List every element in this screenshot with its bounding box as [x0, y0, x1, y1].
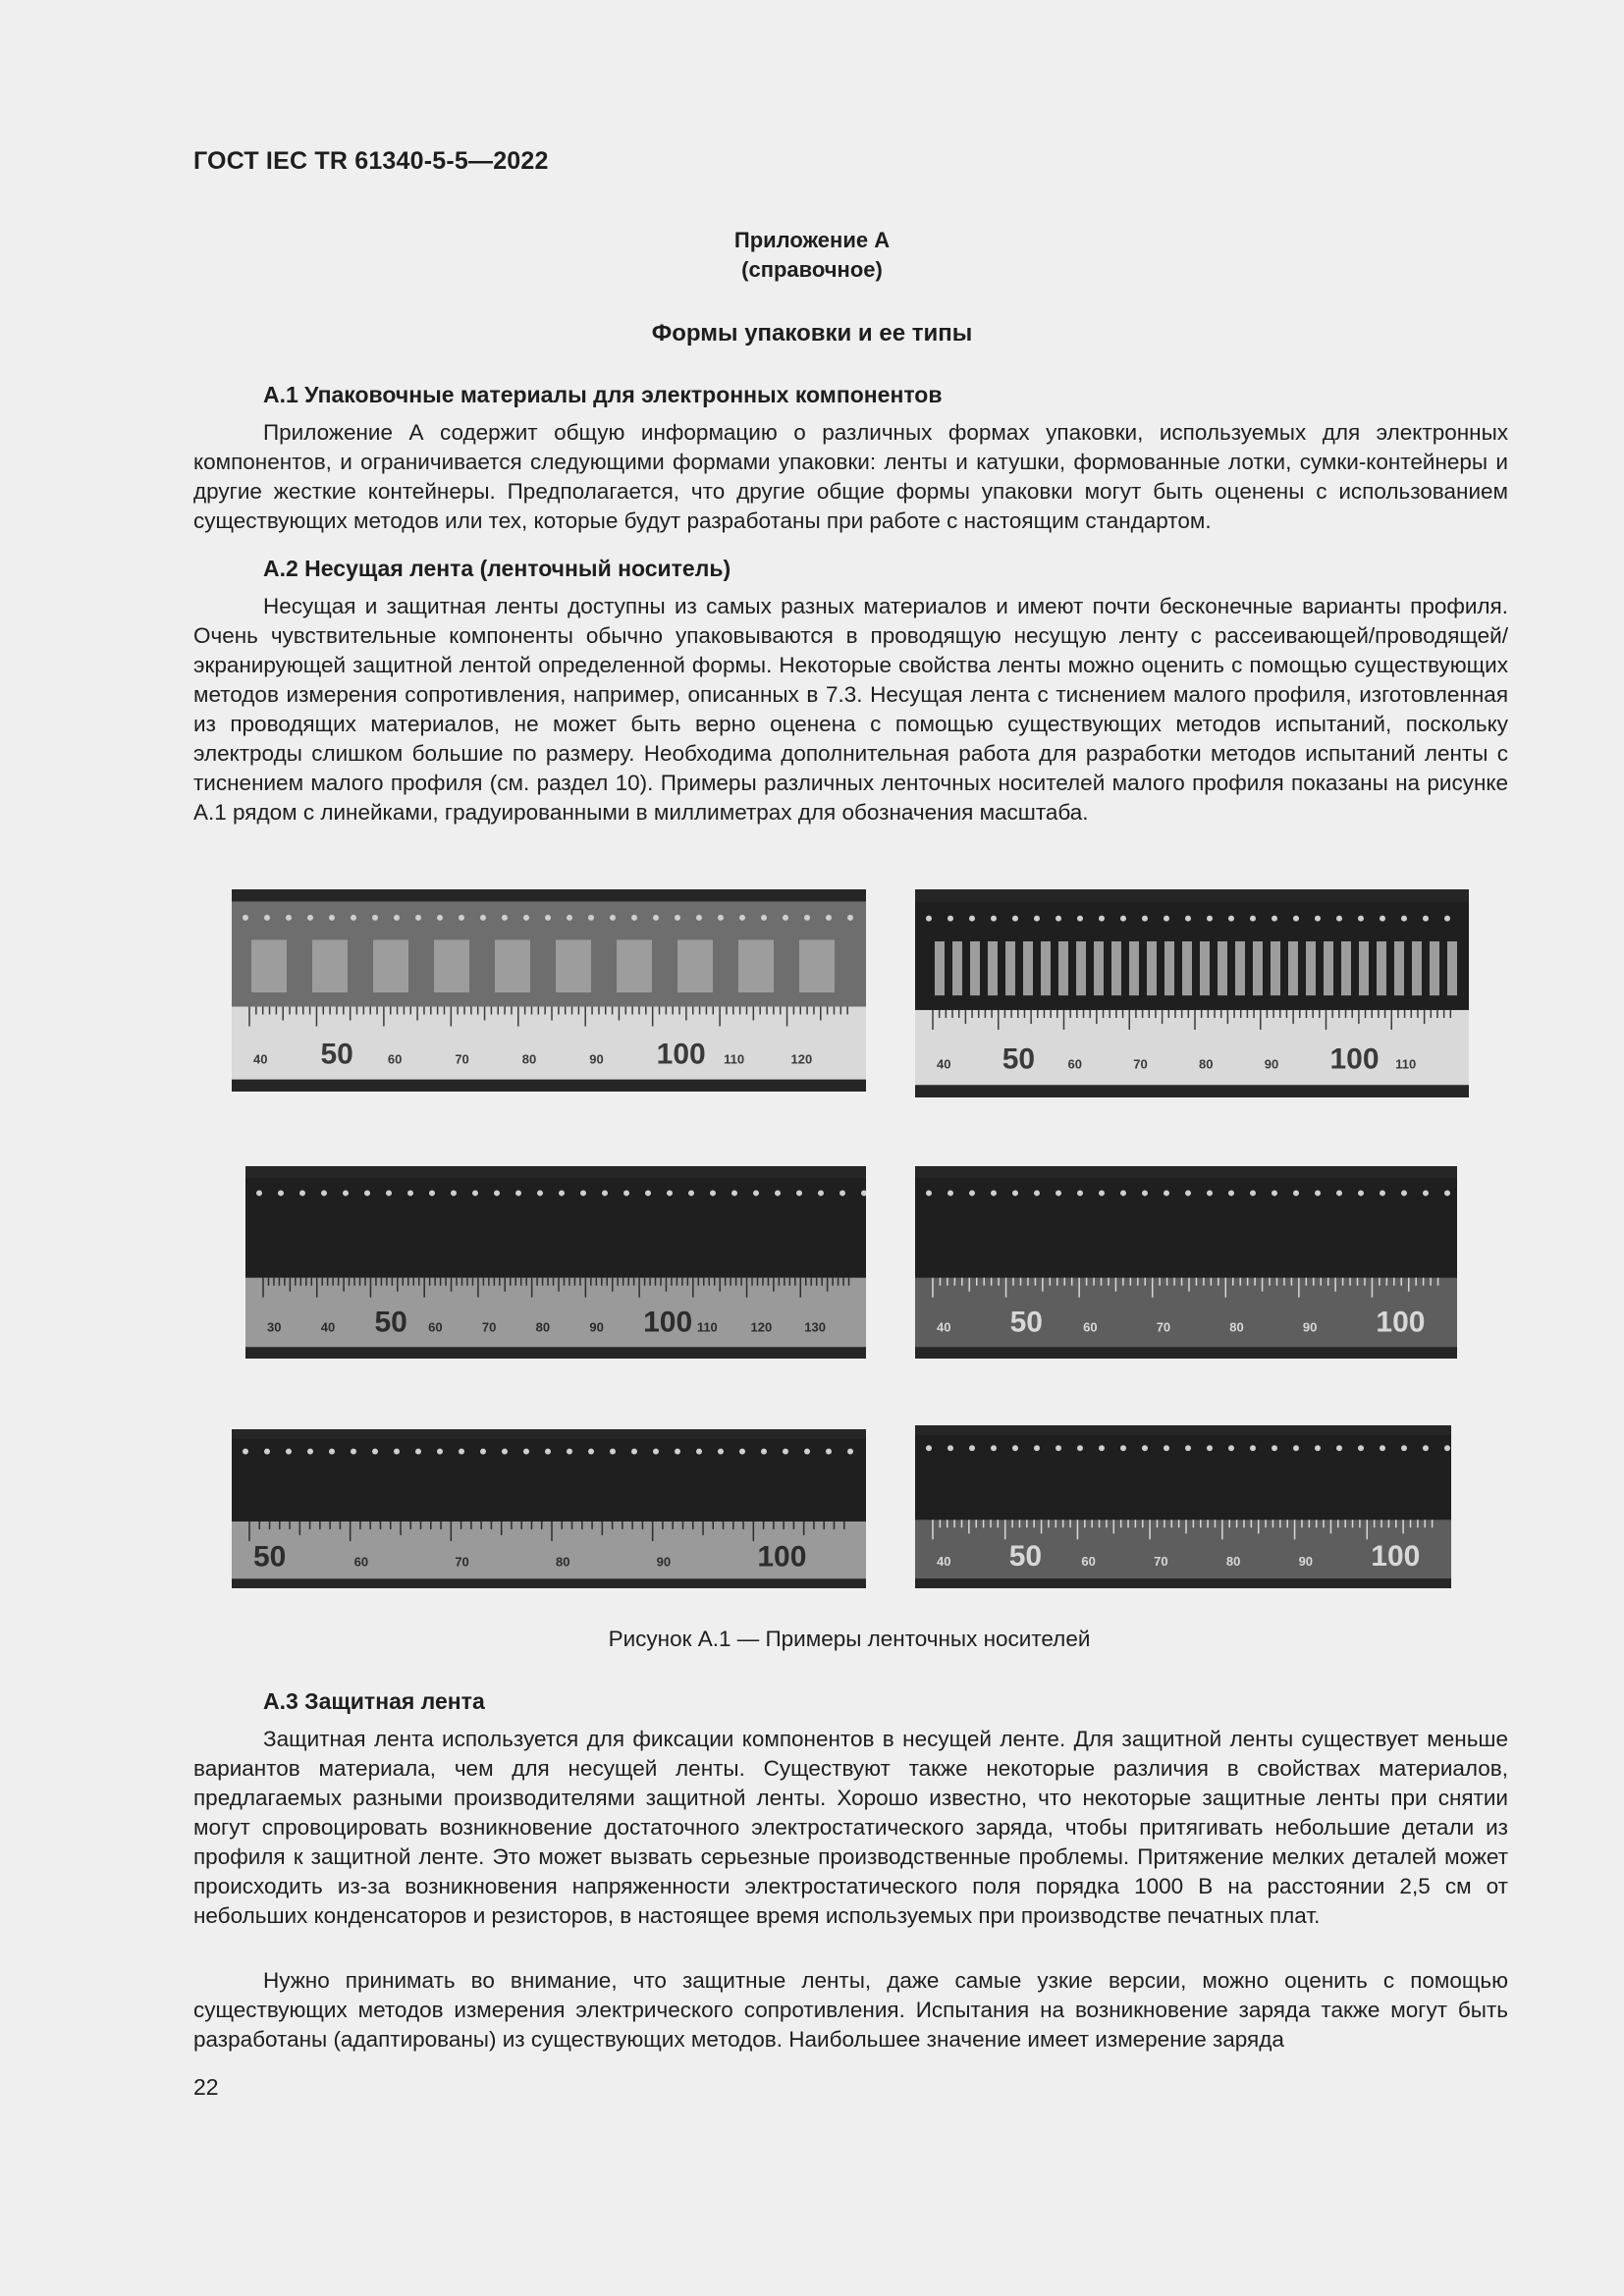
- sprocket-hole: [437, 915, 443, 921]
- ruler-label: 80: [556, 1554, 570, 1570]
- sprocket-hole: [1142, 1445, 1148, 1451]
- section-a3-heading: А.3 Защитная лента: [263, 1688, 485, 1714]
- sprocket-hole: [278, 1190, 284, 1196]
- component-pocket: [251, 940, 287, 993]
- sprocket-hole: [243, 915, 248, 921]
- sprocket-hole: [969, 916, 975, 922]
- sprocket-hole: [1336, 916, 1342, 922]
- sprocket-hole: [1315, 1190, 1321, 1196]
- ruler-label: 80: [535, 1319, 551, 1335]
- sprocket-hole: [1034, 1445, 1040, 1451]
- ruler-label: 80: [521, 1051, 537, 1067]
- sprocket-hole: [451, 1190, 457, 1196]
- section-a3-text-1: Защитная лента используется для фиксации компонентов в несущей ленте. Для защитной ленты существует меньше вариантов материала, чем для несущей ленты. Существуют также некоторые различия в свойствах материалов, предлагаемых разными производителями защитной ленты. Хорошо известно, что некоторые защитные ленты при снятии могут спровоцировать возникновение достаточного электростатического заряда, чтобы притягивать небольшие детали из профиля к защитной ленте. Это может вызвать серьезные производственные проблемы. Притяжение мелких деталей может происходить из-за возникновения напряженности электростатического поля порядка 1000 В на расстоянии 2,5 см от небольших конденсаторов и резисторов, в настоящее время используемых при производстве печатных плат.: [193, 1727, 1508, 1928]
- section-a2-heading: А.2 Несущая лента (ленточный носитель): [263, 556, 731, 581]
- sprocket-hole: [415, 915, 421, 921]
- sprocket-hole: [437, 1449, 443, 1455]
- sprocket-hole: [631, 915, 637, 921]
- component-pocket: [1271, 941, 1280, 995]
- sprocket-hole: [847, 1449, 853, 1455]
- ruler-label: 100: [1371, 1539, 1421, 1573]
- ruler-label: 40: [937, 1056, 951, 1072]
- sprocket-hole: [1056, 1445, 1061, 1451]
- ruler-label: 60: [353, 1554, 369, 1570]
- ruler-label: 40: [937, 1553, 951, 1569]
- sprocket-hole: [991, 916, 997, 922]
- sprocket-hole: [667, 1190, 673, 1196]
- sprocket-hole: [502, 1449, 508, 1455]
- sprocket-hole: [653, 915, 659, 921]
- ruler-label: 50: [1009, 1306, 1043, 1339]
- tape-photo-1: [232, 889, 866, 1092]
- sprocket-hole: [947, 1445, 953, 1451]
- ruler-label: 90: [1302, 1319, 1318, 1335]
- section-a3-text-2: Нужно принимать во внимание, что защитные ленты, даже самые узкие версии, можно оценить с помощью существующих методов измерения электрического сопротивления. Испытания на возникновение заряда также могут быть разработаны (адаптированы) из существующих методов. Наибольшее значение имеет измерение заряда: [193, 1968, 1508, 2052]
- sprocket-hole: [1120, 1190, 1126, 1196]
- sprocket-hole: [1077, 916, 1083, 922]
- sprocket-hole: [610, 915, 616, 921]
- component-pocket: [1253, 941, 1263, 995]
- component-pocket: [1094, 941, 1104, 995]
- sprocket-hole: [1272, 1445, 1277, 1451]
- ruler-label: 40: [253, 1051, 268, 1067]
- sprocket-hole: [321, 1190, 327, 1196]
- sprocket-hole: [1185, 1445, 1191, 1451]
- sprocket-hole: [1164, 1190, 1169, 1196]
- sprocket-hole: [1401, 1445, 1407, 1451]
- sprocket-hole: [1207, 1190, 1213, 1196]
- sprocket-hole: [1056, 916, 1061, 922]
- sprocket-hole: [739, 915, 745, 921]
- sprocket-hole: [329, 1449, 335, 1455]
- component-pocket: [1076, 941, 1086, 995]
- sprocket-hole: [351, 1449, 356, 1455]
- sprocket-hole: [480, 915, 486, 921]
- sprocket-hole: [761, 1449, 767, 1455]
- sprocket-hole: [969, 1190, 975, 1196]
- sprocket-hole: [739, 1449, 745, 1455]
- sprocket-hole: [1142, 1190, 1148, 1196]
- component-pocket: [1447, 941, 1457, 995]
- appendix-heading: Формы упаковки и ее типы: [651, 320, 973, 347]
- sprocket-hole: [472, 1190, 478, 1196]
- component-pocket: [1430, 941, 1439, 995]
- sprocket-hole: [1423, 916, 1429, 922]
- ruler-label: 60: [1067, 1056, 1082, 1072]
- sprocket-hole: [1293, 1445, 1299, 1451]
- component-pocket: [1111, 941, 1121, 995]
- sprocket-hole: [1228, 1445, 1234, 1451]
- sprocket-hole: [523, 1449, 529, 1455]
- sprocket-hole: [675, 1449, 680, 1455]
- sprocket-hole: [580, 1190, 586, 1196]
- sprocket-hole: [545, 915, 551, 921]
- component-pocket: [988, 941, 998, 995]
- sprocket-hole: [415, 1449, 421, 1455]
- component-pocket: [1005, 941, 1015, 995]
- sprocket-hole: [1250, 1190, 1256, 1196]
- sprocket-hole: [796, 1190, 802, 1196]
- sprocket-hole: [394, 915, 400, 921]
- sprocket-hole: [372, 915, 378, 921]
- component-pocket: [1288, 941, 1298, 995]
- sprocket-hole: [1099, 916, 1105, 922]
- sprocket-hole: [688, 1190, 694, 1196]
- component-pocket: [434, 940, 469, 993]
- ruler-label: 50: [1008, 1539, 1043, 1573]
- sprocket-hole: [459, 1449, 464, 1455]
- sprocket-hole: [818, 1190, 824, 1196]
- sprocket-hole: [459, 915, 464, 921]
- component-pocket: [1218, 941, 1227, 995]
- component-pocket: [799, 940, 835, 993]
- document-code: ГОСТ IEC TR 61340-5-5—2022: [193, 147, 549, 175]
- component-pocket: [1023, 941, 1033, 995]
- sprocket-hole: [1444, 1445, 1450, 1451]
- section-a1-text: Приложение А содержит общую информацию о различных формах упаковки, используемых для электронных компонентов, и ограничивается следующими формами упаковки: ленты и катушки, формованные лотки, сумки-контейнеры и другие жесткие контейнеры. Предполагается, что другие общие формы упаковки могут быть оценены с использованием существующих методов или тех, которые будут разработаны при работе с настоящим стандартом.: [193, 420, 1508, 533]
- component-pocket: [1394, 941, 1404, 995]
- ruler-label: 40: [937, 1319, 951, 1335]
- sprocket-hole: [494, 1190, 500, 1196]
- sprocket-hole: [645, 1190, 651, 1196]
- ruler-label: 50: [1001, 1042, 1036, 1076]
- sprocket-hole: [1207, 916, 1213, 922]
- ruler-label: 70: [1133, 1056, 1148, 1072]
- sprocket-hole: [1272, 916, 1277, 922]
- sprocket-hole: [307, 915, 313, 921]
- sprocket-hole: [243, 1449, 248, 1455]
- section-a1-heading: А.1 Упаковочные материалы для электронных компонентов: [263, 382, 943, 407]
- sprocket-hole: [1077, 1445, 1083, 1451]
- sprocket-hole: [1250, 916, 1256, 922]
- ruler-label: 70: [455, 1554, 469, 1570]
- sprocket-hole: [1164, 1445, 1169, 1451]
- ruler-label: 120: [750, 1319, 773, 1335]
- sprocket-hole: [1272, 1190, 1277, 1196]
- sprocket-hole: [926, 916, 932, 922]
- sprocket-hole: [623, 1190, 629, 1196]
- sprocket-hole: [991, 1445, 997, 1451]
- sprocket-hole: [1099, 1190, 1105, 1196]
- sprocket-hole: [1380, 1445, 1385, 1451]
- ruler-label: 110: [696, 1319, 718, 1335]
- sprocket-hole: [991, 1190, 997, 1196]
- ruler-label: 50: [253, 1540, 287, 1574]
- ruler-label: 110: [724, 1051, 745, 1067]
- sprocket-hole: [264, 915, 270, 921]
- sprocket-hole: [264, 1449, 270, 1455]
- sprocket-hole: [1207, 1445, 1213, 1451]
- ruler-label: 120: [790, 1051, 813, 1067]
- appendix-kind: (справочное): [741, 257, 883, 282]
- sprocket-hole: [588, 1449, 594, 1455]
- ruler-label: 90: [1264, 1056, 1279, 1072]
- sprocket-hole: [1293, 916, 1299, 922]
- component-pocket: [1306, 941, 1316, 995]
- tape-photo-2: [915, 889, 1469, 1097]
- sprocket-hole: [969, 1445, 975, 1451]
- sprocket-hole: [826, 915, 832, 921]
- sprocket-hole: [1185, 1190, 1191, 1196]
- ruler-label: 70: [1156, 1319, 1171, 1335]
- component-pocket: [1341, 941, 1351, 995]
- ruler-label: 70: [455, 1051, 469, 1067]
- sprocket-hole: [407, 1190, 413, 1196]
- component-pocket: [1235, 941, 1245, 995]
- sprocket-hole: [1099, 1445, 1105, 1451]
- sprocket-hole: [718, 1449, 724, 1455]
- sprocket-hole: [286, 1449, 292, 1455]
- sprocket-hole: [1012, 916, 1018, 922]
- sprocket-hole: [567, 915, 572, 921]
- sprocket-hole: [1401, 1190, 1407, 1196]
- sprocket-hole: [1164, 916, 1169, 922]
- ruler-label: 60: [428, 1319, 443, 1335]
- sprocket-hole: [256, 1190, 262, 1196]
- component-pocket: [1200, 941, 1210, 995]
- sprocket-hole: [1120, 916, 1126, 922]
- sprocket-hole: [753, 1190, 759, 1196]
- ruler-label: 50: [374, 1306, 407, 1339]
- sprocket-hole: [602, 1190, 608, 1196]
- ruler-label: 90: [1298, 1553, 1314, 1569]
- sprocket-hole: [1444, 916, 1450, 922]
- ruler-label: 130: [804, 1319, 826, 1335]
- sprocket-hole: [1293, 1190, 1299, 1196]
- sprocket-hole: [1120, 1445, 1126, 1451]
- sprocket-hole: [1034, 916, 1040, 922]
- ruler-label: 90: [589, 1319, 604, 1335]
- sprocket-hole: [588, 915, 594, 921]
- sprocket-hole: [839, 1190, 845, 1196]
- ruler-label: 60: [387, 1051, 403, 1067]
- sprocket-hole: [515, 1190, 521, 1196]
- sprocket-hole: [826, 1449, 832, 1455]
- component-pocket: [495, 940, 530, 993]
- sprocket-hole: [502, 915, 508, 921]
- component-pocket: [738, 940, 774, 993]
- component-pocket: [617, 940, 652, 993]
- ruler-label: 30: [267, 1319, 282, 1335]
- ruler-label: 80: [1199, 1056, 1214, 1072]
- component-pocket: [1041, 941, 1051, 995]
- sprocket-hole: [1380, 1190, 1385, 1196]
- sprocket-hole: [394, 1449, 400, 1455]
- component-pocket: [556, 940, 591, 993]
- ruler-label: 110: [1395, 1056, 1417, 1072]
- carrier-tape: [245, 1178, 866, 1278]
- sprocket-hole: [537, 1190, 543, 1196]
- ruler-label: 100: [757, 1540, 807, 1574]
- sprocket-hole: [804, 915, 810, 921]
- component-pocket: [1147, 941, 1157, 995]
- component-pocket: [1164, 941, 1174, 995]
- sprocket-hole: [299, 1190, 305, 1196]
- sprocket-hole: [372, 1449, 378, 1455]
- component-pocket: [1058, 941, 1068, 995]
- figure-caption: Рисунок А.1 — Примеры ленточных носителей: [608, 1627, 1091, 1651]
- sprocket-hole: [364, 1190, 370, 1196]
- component-pocket: [1377, 941, 1386, 995]
- ruler-label: 100: [643, 1306, 693, 1339]
- sprocket-hole: [343, 1190, 349, 1196]
- sprocket-hole: [1228, 916, 1234, 922]
- sprocket-hole: [351, 915, 356, 921]
- sprocket-hole: [1315, 1445, 1321, 1451]
- component-pocket: [952, 941, 962, 995]
- sprocket-hole: [775, 1190, 781, 1196]
- component-pocket: [677, 940, 713, 993]
- sprocket-hole: [696, 1449, 702, 1455]
- sprocket-hole: [1358, 916, 1364, 922]
- component-pocket: [1129, 941, 1139, 995]
- sprocket-hole: [567, 1449, 572, 1455]
- ruler-label: 80: [1225, 1553, 1241, 1569]
- sprocket-hole: [653, 1449, 659, 1455]
- sprocket-hole: [1077, 1190, 1083, 1196]
- sprocket-hole: [1444, 1190, 1450, 1196]
- sprocket-hole: [545, 1449, 551, 1455]
- sprocket-hole: [1358, 1445, 1364, 1451]
- sprocket-hole: [731, 1190, 737, 1196]
- sprocket-hole: [1142, 916, 1148, 922]
- sprocket-hole: [1336, 1445, 1342, 1451]
- sprocket-hole: [286, 915, 292, 921]
- component-pocket: [1412, 941, 1422, 995]
- sprocket-hole: [523, 915, 529, 921]
- sprocket-hole: [761, 915, 767, 921]
- ruler-label: 90: [656, 1554, 672, 1570]
- component-pocket: [1182, 941, 1192, 995]
- appendix-title: Приложение А: [733, 228, 891, 252]
- sprocket-hole: [480, 1449, 486, 1455]
- sprocket-hole: [559, 1190, 565, 1196]
- ruler-label: 60: [1081, 1553, 1096, 1569]
- tape-photo-4: [915, 1166, 1457, 1359]
- sprocket-hole: [947, 1190, 953, 1196]
- sprocket-hole: [1034, 1190, 1040, 1196]
- sprocket-hole: [329, 915, 335, 921]
- ruler-label: 100: [1329, 1042, 1380, 1076]
- sprocket-hole: [631, 1449, 637, 1455]
- sprocket-hole: [847, 915, 853, 921]
- sprocket-hole: [1012, 1445, 1018, 1451]
- sprocket-hole: [1012, 1190, 1018, 1196]
- tape-photo-3: [245, 1166, 866, 1359]
- component-pocket: [970, 941, 980, 995]
- sprocket-hole: [610, 1449, 616, 1455]
- sprocket-hole: [1423, 1190, 1429, 1196]
- tape-photo-6: [915, 1425, 1451, 1588]
- component-pocket: [312, 940, 348, 993]
- sprocket-hole: [1380, 916, 1385, 922]
- tape-photo-5: [232, 1429, 866, 1588]
- component-pocket: [373, 940, 408, 993]
- sprocket-hole: [926, 1190, 932, 1196]
- sprocket-hole: [1056, 1190, 1061, 1196]
- sprocket-hole: [804, 1449, 810, 1455]
- ruler-label: 90: [589, 1051, 604, 1067]
- ruler-label: 70: [481, 1319, 497, 1335]
- component-pocket: [935, 941, 945, 995]
- sprocket-hole: [675, 915, 680, 921]
- ruler-label: 100: [656, 1038, 706, 1071]
- component-pocket: [1324, 941, 1333, 995]
- sprocket-hole: [1228, 1190, 1234, 1196]
- ruler-label: 70: [1154, 1553, 1168, 1569]
- sprocket-hole: [1250, 1445, 1256, 1451]
- sprocket-hole: [429, 1190, 435, 1196]
- sprocket-hole: [783, 1449, 788, 1455]
- section-a2-text: Несущая и защитная ленты доступны из самых разных материалов и имеют почти бесконечные варианты профиля. Очень чувствительные компоненты обычно упаковываются в проводящую несущую ленту с рассеивающей/проводящей/экранирующей защитной лентой определенной формы. Некоторые свойства ленты можно оценить с помощью существующих методов измерения сопротивления, например, описанных в 7.3. Несущая лента с тиснением малого профиля, изготовленная из проводящих материалов, не может быть верно оценена с помощью существующих методов испытаний, поскольку электроды слишком большие по размеру. Необходима дополнительная работа для разработки методов испытаний ленты с тиснением малого профиля (см. раздел 10). Примеры различных ленточных носителей малого профиля показаны на рисунке А.1 рядом с линейками, градуированными в миллиметрах для обозначения масштаба.: [193, 594, 1508, 825]
- sprocket-hole: [386, 1190, 392, 1196]
- sprocket-hole: [307, 1449, 313, 1455]
- sprocket-hole: [718, 915, 724, 921]
- sprocket-hole: [926, 1445, 932, 1451]
- sprocket-hole: [1336, 1190, 1342, 1196]
- sprocket-hole: [696, 915, 702, 921]
- ruler-label: 50: [320, 1038, 353, 1071]
- ruler-label: 100: [1376, 1306, 1426, 1339]
- sprocket-hole: [1185, 916, 1191, 922]
- sprocket-hole: [947, 916, 953, 922]
- ruler-label: 80: [1229, 1319, 1244, 1335]
- page-number: 22: [193, 2074, 219, 2100]
- sprocket-hole: [1423, 1445, 1429, 1451]
- sprocket-hole: [1401, 916, 1407, 922]
- sprocket-hole: [1358, 1190, 1364, 1196]
- ruler-label: 40: [320, 1319, 336, 1335]
- component-pocket: [1359, 941, 1369, 995]
- sprocket-hole: [1315, 916, 1321, 922]
- sprocket-hole: [710, 1190, 716, 1196]
- sprocket-hole: [783, 915, 788, 921]
- ruler-label: 60: [1083, 1319, 1098, 1335]
